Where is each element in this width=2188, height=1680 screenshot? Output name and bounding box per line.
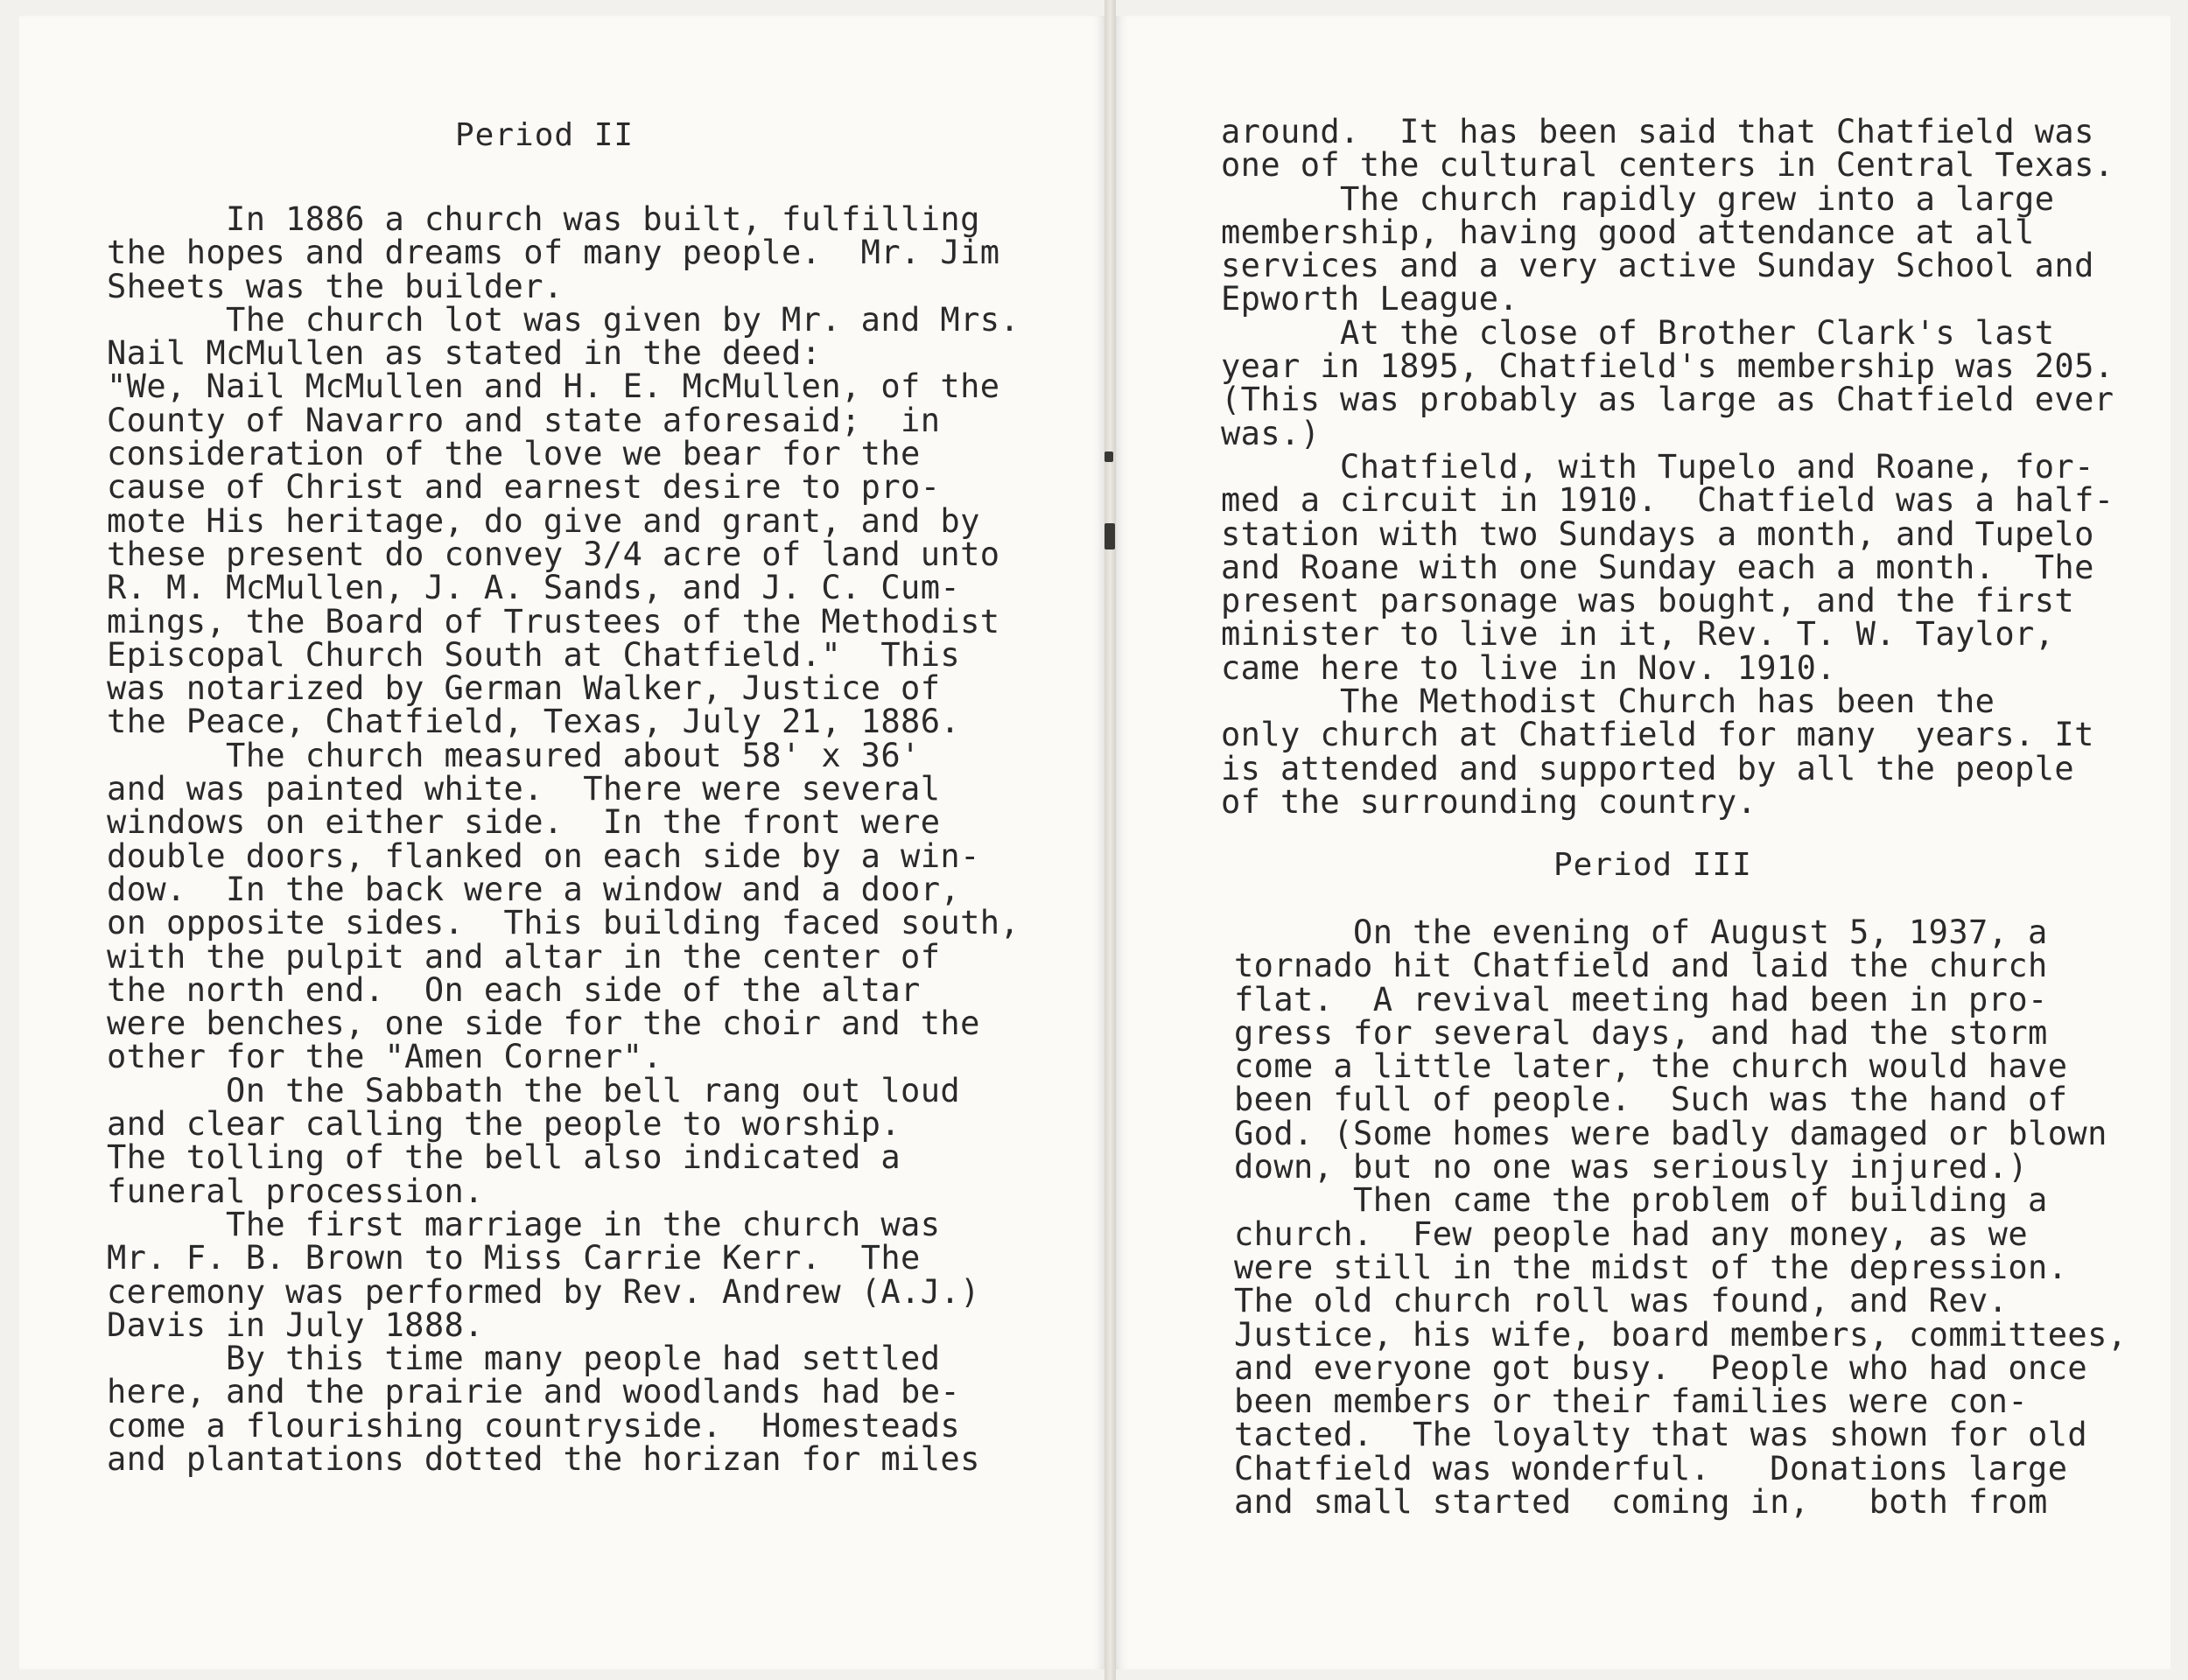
staple-bottom [1105, 523, 1115, 550]
text-line: On the Sabbath the bell rang out loud [107, 1071, 961, 1110]
text-line: and was painted white. There were several [107, 770, 941, 808]
text-line: these present do convey 3/4 acre of land unto [107, 535, 1000, 573]
text-line: dow. In the back were a window and a door, [107, 870, 961, 908]
text-line: The church lot was given by Mr. and Mrs. [107, 300, 1020, 339]
text-line: on opposite sides. This building faced south, [107, 904, 1020, 942]
text-line: services and a very active Sunday School and [1221, 247, 2094, 285]
text-line: come a little later, the church would have [1234, 1047, 2068, 1086]
text-line: God. (Some homes were badly damaged or blown [1234, 1114, 2107, 1152]
text-line: The Methodist Church has been the [1221, 682, 1995, 721]
text-line: Then came the problem of building a [1234, 1181, 2048, 1220]
text-line: was notarized by German Walker, Justice of [107, 669, 941, 708]
text-line: Episcopal Church South at Chatfield." This [107, 635, 961, 674]
text-line: church. Few people had any money, as we [1234, 1214, 2029, 1253]
staple-top [1105, 452, 1113, 462]
text-line: ceremony was performed by Rev. Andrew (A.J.) [107, 1272, 980, 1311]
text-line: with the pulpit and altar in the center of [107, 937, 941, 976]
text-line: windows on either side. In the front were [107, 803, 941, 842]
text-line: Chatfield was wonderful. Donations large [1234, 1449, 2068, 1488]
text-line: were benches, one side for the choir and the [107, 1004, 980, 1043]
text-line: The church measured about 58' x 36' [107, 736, 921, 774]
text-line: tacted. The loyalty that was shown for old [1234, 1416, 2088, 1454]
text-line: The old church roll was found, and Rev. [1234, 1282, 2009, 1320]
text-line: the hopes and dreams of many people. Mr. Jim [107, 234, 1000, 272]
text-line: around. It has been said that Chatfield was [1221, 113, 2094, 150]
text-line: and clear calling the people to worship. [107, 1105, 901, 1144]
text-line: On the evening of August 5, 1937, a [1234, 914, 2048, 951]
text-line: Nail McMullen as stated in the deed: [107, 334, 822, 373]
text-line: is attended and supported by all the people [1221, 749, 2075, 788]
text-line: funeral procession. [107, 1172, 484, 1210]
text-line: mote His heritage, do give and grant, and by [107, 501, 980, 540]
text-line: (This was probably as large as Chatfield ever [1221, 381, 2114, 419]
text-line: mings, the Board of Trustees of the Methodist [107, 602, 1000, 640]
text-line: tornado hit Chatfield and laid the church [1234, 947, 2048, 985]
text-line: other for the "Amen Corner". [107, 1038, 663, 1076]
text-line: station with two Sundays a month, and Tupelo [1221, 514, 2094, 553]
left-page-heading: Period II [455, 117, 635, 153]
text-line: Epworth League. [1221, 280, 1519, 318]
text-line: one of the cultural centers in Central Texas. [1221, 146, 2114, 185]
text-line: was.) [1221, 414, 1321, 452]
text-line: been members or their families were con- [1234, 1382, 2029, 1421]
right-page-text-top [1221, 113, 2114, 821]
text-line: the Peace, Chatfield, Texas, July 21, 1886. [107, 703, 961, 741]
left-page-text [107, 200, 1020, 1478]
text-line: and small started coming in, both from [1234, 1483, 2048, 1522]
text-line: By this time many people had settled [107, 1340, 941, 1378]
text-line: The church rapidly grew into a large [1221, 179, 2055, 218]
text-line: med a circuit in 1910. Chatfield was a half- [1221, 481, 2114, 520]
text-line: Sheets was the builder. [107, 267, 564, 305]
text-line: double doors, flanked on each side by a win- [107, 836, 980, 875]
text-line: "We, Nail McMullen and H. E. McMullen, of the [107, 368, 1000, 406]
text-line: In 1886 a church was built, fulfilling [107, 200, 980, 238]
text-line: R. M. McMullen, J. A. Sands, and J. C. Cum- [107, 569, 961, 607]
text-line: and everyone got busy. People who had once [1234, 1348, 2088, 1387]
text-line: and Roane with one Sunday each a month. The [1221, 548, 2094, 586]
text-line: gress for several days, and had the storm [1234, 1013, 2048, 1052]
text-line: year in 1895, Chatfield's membership was 205. [1221, 347, 2114, 386]
text-line: only church at Chatfield for many years. It [1221, 716, 2094, 754]
text-line: Justice, his wife, board members, committees, [1234, 1315, 2128, 1354]
text-line: flat. A revival meeting had been in pro- [1234, 980, 2048, 1018]
right-page-text-bottom [1234, 914, 2128, 1522]
text-line: came here to live in Nov. 1910. [1221, 648, 1836, 687]
text-line: been full of people. Such was the hand of [1234, 1081, 2068, 1119]
text-line: the north end. On each side of the altar [107, 970, 921, 1009]
text-line: and plantations dotted the horizan for miles [107, 1439, 980, 1478]
text-line: cause of Christ and earnest desire to pro- [107, 468, 941, 507]
text-line: down, but no one was seriously injured.) [1234, 1148, 2029, 1186]
text-line: Mr. F. B. Brown to Miss Carrie Kerr. The [107, 1239, 921, 1278]
text-line: here, and the prairie and woodlands had be- [107, 1373, 961, 1411]
text-line: membership, having good attendance at all [1221, 213, 2035, 251]
right-page-heading: Period III [1553, 847, 1752, 883]
text-line: consideration of the love we bear for the [107, 435, 921, 473]
text-line: minister to live in it, Rev. T. W. Taylor, [1221, 615, 2055, 654]
text-line: County of Navarro and state aforesaid; in [107, 401, 941, 439]
text-line: come a flourishing countryside. Homesteads [107, 1406, 961, 1445]
text-line: The first marriage in the church was [107, 1205, 941, 1243]
text-line: of the surrounding country. [1221, 782, 1757, 821]
text-line: present parsonage was bought, and the first [1221, 582, 2075, 620]
text-line: Chatfield, with Tupelo and Roane, for- [1221, 447, 2094, 486]
text-line: Davis in July 1888. [107, 1306, 484, 1344]
text-line: At the close of Brother Clark's last [1221, 313, 2055, 352]
text-line: were still in the midst of the depression. [1234, 1248, 2068, 1286]
book-gutter [1105, 0, 1116, 1680]
text-line: The tolling of the bell also indicated a [107, 1138, 901, 1177]
